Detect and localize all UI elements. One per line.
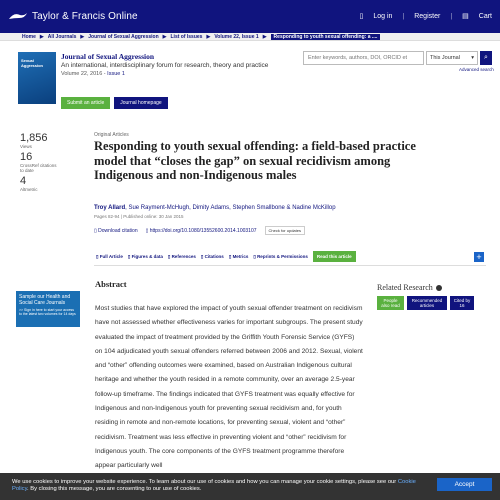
search-bar — [303, 51, 492, 65]
journal-subtitle: An international, interdisciplinary forum for research, theory and practice — [61, 62, 269, 69]
register-link[interactable]: Register — [414, 12, 441, 20]
journal-title[interactable]: Journal of Sexual Aggression — [61, 52, 154, 61]
breadcrumb-journal[interactable]: Journal of Sexual Aggression — [88, 33, 159, 40]
advanced-search-link[interactable]: Advanced search — [459, 67, 494, 72]
related-tabs — [377, 296, 474, 310]
search-button[interactable] — [480, 51, 492, 65]
search-icon: ⌕ — [484, 54, 488, 61]
cookie-text-2: . By closing this message, you are consenting to our use of cookies. — [27, 485, 202, 492]
tab-label: Figures & data — [131, 253, 163, 259]
tab-label: References — [171, 253, 196, 259]
article-pages: Pages 82-94 | Published online: 30 Jan 2015 — [94, 214, 184, 219]
separator: | — [402, 12, 405, 20]
top-bar — [0, 0, 500, 33]
journal-homepage-button[interactable]: Journal homepage — [114, 97, 167, 109]
search-input[interactable] — [303, 51, 424, 65]
chevron-down-icon: ▾ — [471, 55, 474, 61]
views-count: 1,856 — [20, 132, 48, 144]
tab-read-article[interactable]: Read this article — [313, 251, 356, 262]
user-icon: ▯ — [359, 13, 364, 20]
doi-link[interactable] — [146, 228, 257, 234]
promo-text: >> Sign in here to start your access to the latest two volumes for 14 days — [19, 308, 76, 316]
altmetric-label: Altmetric — [20, 186, 38, 192]
tab-label: Metrics — [232, 253, 249, 259]
breadcrumb-current: Responding to youth sexual offending: a .... — [271, 34, 381, 40]
submit-article-button[interactable]: Submit an article — [61, 97, 110, 109]
breadcrumb-arrow-icon: ▶ — [80, 33, 85, 40]
related-heading: Related Research — [377, 283, 433, 292]
cart-link[interactable]: Cart — [478, 12, 492, 20]
tab-label: Reprints & Permissions — [257, 253, 308, 259]
tab-label: Citations — [204, 253, 224, 259]
check-updates-button[interactable]: Check for updates — [265, 226, 305, 235]
cookie-message — [12, 479, 432, 492]
cookie-text-1: We use cookies to improve your website experience. To learn about our use of cookies and how you can manage your cookie settings, please see our — [12, 479, 398, 485]
authors-rest[interactable]: , Sue Rayment-McHugh, Dimity Adams, Stephen Smallbone & Nadine McKillop — [125, 205, 336, 211]
separator: | — [450, 12, 453, 20]
views-label: Views — [20, 144, 32, 149]
tab-metrics[interactable]: ▯ Metrics — [228, 253, 249, 259]
breadcrumb-issues[interactable]: List of Issues — [170, 33, 203, 40]
article-metrics — [20, 133, 60, 194]
tab-citations[interactable]: ▯ Citations — [200, 253, 224, 259]
crossref-count[interactable]: 16 — [20, 150, 33, 163]
cookie-policy-link[interactable]: Cookie Policy — [12, 479, 416, 492]
tab-recommended-articles[interactable]: Recommended articles — [407, 296, 447, 310]
promo-title: Sample our Health and Social Care Journals — [19, 294, 71, 306]
accept-cookies-button[interactable]: Accept — [437, 478, 492, 491]
altmetric-count[interactable]: 4 — [20, 174, 27, 187]
tab-cited-by[interactable]: Cited by 16 — [450, 296, 474, 310]
abstract-text: Most studies that have explored the impact of youth sexual offender treatment on recidivism have not assessed whether effectiveness varies for important subgroups. The present study evaluated the impact of treatment provided by the Griffith Youth Forensic Service (GYFS) on 104 adjudicated youth sexual offenders referred between 2006 and 2012. Sexual, violent and “other” offending outcomes were examined, based on Australian Indigenous cultural heritage and whether the youth resided in a remote community, over an average 2.5-year follow-up timeframe. The findings indicated that GYFS treatment was equally effective for Indigenous and non-Indigenous youth for preventing sexual recidivism and, for youth residing in remote and non-remote locations, for preventing sexual, violent and “other” recidivism. Treatment was less effective in preventing violent and “other” recidivism for Indigenous youth. The core components of the GYFS treatment programme therefore appear particularly well — [95, 305, 363, 470]
brand-logo[interactable] — [8, 10, 138, 22]
taylor-francis-logo-icon — [8, 10, 28, 22]
breadcrumb-arrow-icon: ▶ — [162, 33, 167, 40]
cover-title: Sexual Aggression — [21, 58, 44, 68]
tab-figures[interactable]: ▯ Figures & data — [127, 253, 163, 259]
brand-name: Taylor & Francis Online — [32, 10, 138, 22]
download-citation-label: Download citation — [98, 227, 138, 234]
scope-value: This Journal — [430, 55, 460, 61]
breadcrumb-arrow-icon: ▶ — [262, 33, 267, 40]
breadcrumb — [0, 33, 500, 41]
crossref-label: CrossRef citations to date — [20, 162, 57, 173]
tab-reprints[interactable]: ▯ Reprints & Permissions — [253, 253, 308, 259]
info-icon[interactable] — [436, 285, 442, 291]
tab-people-also-read[interactable]: People also read — [377, 296, 404, 310]
author-first[interactable]: Troy Allard — [94, 205, 126, 211]
issue-link[interactable]: Issue 1 — [107, 71, 125, 77]
link-icon: ▯ — [145, 227, 150, 234]
tab-label: Full Article — [99, 253, 123, 259]
breadcrumb-home[interactable]: Home — [22, 33, 36, 40]
author-list — [94, 205, 336, 211]
breadcrumb-arrow-icon: ▶ — [39, 33, 44, 40]
journal-info — [61, 52, 281, 77]
search-scope-select[interactable] — [426, 51, 478, 65]
journal-volume — [61, 71, 281, 77]
abstract-heading: Abstract — [95, 279, 127, 289]
tab-references[interactable]: ▯ References — [167, 253, 196, 259]
plus-icon[interactable]: + — [474, 252, 484, 262]
article-title: Responding to youth sexual offending: a field-based practice model that “closes the gap” on sexual recidivism among Indigenous and non-Indigenous males — [94, 139, 416, 182]
breadcrumb-all-journals[interactable]: All Journals — [47, 33, 77, 40]
doi-label: https://doi.org/10.1080/13552600.2014.1003107 — [149, 227, 257, 234]
cookie-banner — [0, 473, 500, 500]
journal-cover[interactable] — [18, 52, 56, 104]
promo-banner[interactable] — [16, 291, 80, 327]
tab-full-article[interactable]: ▯ Full Article — [96, 253, 123, 259]
divider — [94, 265, 486, 266]
download-icon: ▯ — [94, 227, 99, 234]
article-type: Original Articles — [94, 132, 129, 138]
download-citation-link[interactable] — [94, 228, 138, 234]
cart-icon: ▤ — [462, 13, 469, 20]
breadcrumb-arrow-icon: ▶ — [206, 33, 211, 40]
article-header — [94, 132, 424, 183]
volume-text: Volume 22, 2016 - — [61, 71, 108, 77]
article-tabs — [96, 251, 356, 262]
related-research — [377, 283, 442, 292]
breadcrumb-volume[interactable]: Volume 22, Issue 1 — [214, 33, 259, 40]
login-link[interactable]: Log in — [373, 12, 393, 20]
